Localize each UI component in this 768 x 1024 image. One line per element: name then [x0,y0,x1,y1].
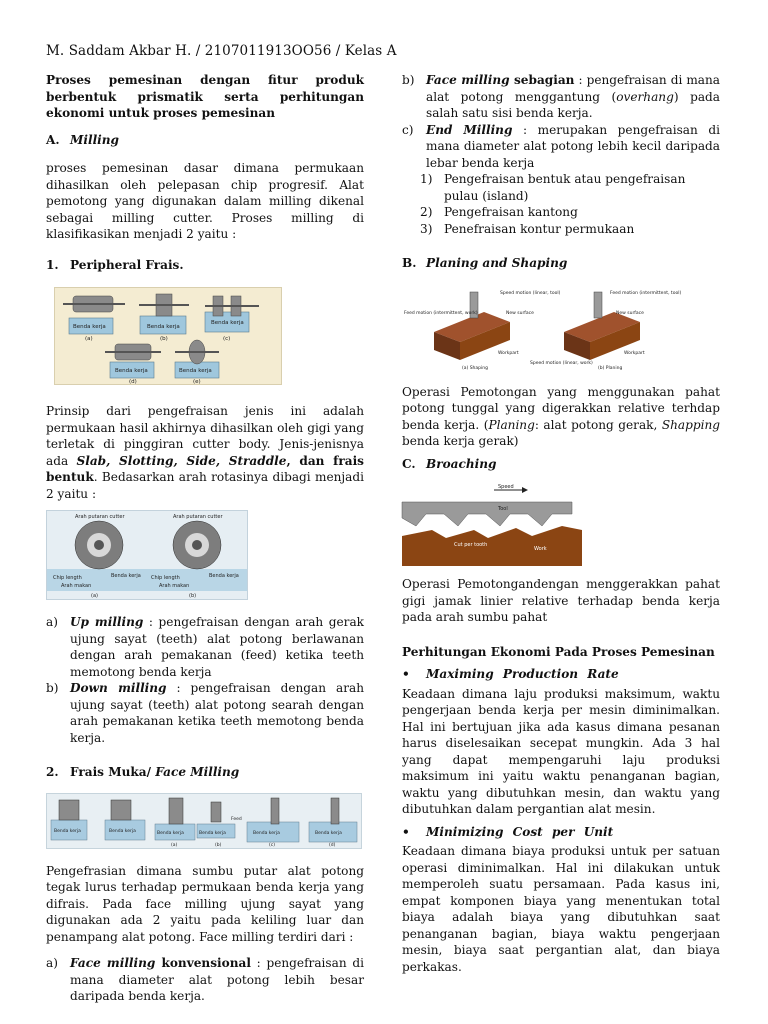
section-b-heading: B. Planing and Shaping [402,256,568,270]
end-milling-item: c) End Milling : merupakan pengefraisan di mana diameter alat potong lebih kecil daripada lebar benda kerja [402,122,720,170]
fig2-label-5: Benda kerja [209,573,239,579]
fig2-label-3: Arah makan [61,583,92,589]
fig3-caption-c: (c) [269,842,275,848]
fig1-label-4: Benda kerja [115,368,148,374]
peripheral-paragraph: Prinsip dari pengefraisan jenis ini adalah permukaan hasil akhirnya dihasilkan oleh gigi yang terletak di pinggiran cutter body. Jenis-jenisnya ada Slab, Slotting, Side, Straddle, dan frais bentuk. Bedasarkan arah rotasinya dibagi menjadi 2 yaitu : [46,404,364,501]
section-a-heading: A. Milling [46,132,120,147]
fig3-label-7: Benda kerja [315,830,342,836]
fig3-label-1: Benda kerja [54,828,81,834]
end-milling-subitem-1: 1) Pengefraisan bentuk atau pengefraisan pulau (island) [420,172,686,203]
fig1-label-3: Benda kerja [211,320,244,326]
fig2-caption-b: (b) [189,593,197,599]
milling-paragraph: proses pemesinan dasar dimana permukaan dihasilkan oleh pelepasan chip progresif. Alat pemotong yang digunakan dalam milling dikenal sebagai milling cutter. Proses milling di klasifikasikan menjadi 2 yaitu : [46,161,364,241]
fig2-label-2: Benda kerja [111,573,141,579]
fig2-label-4: Chip length [151,575,180,581]
fig4-b-label-3: Speed motion (linear, work) [530,360,593,366]
up-milling-item: a) Up milling : pengefraisan dengan arah gerak ujung sayat (teeth) alat potong berlawanan dengan arah pemakanan (feed) ketika teeth memotong benda kerja [46,615,364,679]
fig1-label-5: Benda kerja [179,368,212,374]
broaching-figure [402,484,582,566]
end-milling-subitem-2: 2) Pengefraisan kantong [420,205,578,219]
bullet-max-production: • Maximing Production Rate [402,667,619,681]
down-milling-item: b) Down milling : pengefraisan dengan arah ujung sayat (teeth) alat potong searah dengan arah pemakanan ketika teeth memotong benda kerja. [46,681,365,745]
fig5-label-speed: Speed [498,484,514,490]
fig2-caption-a: (a) [91,593,98,599]
broaching-paragraph: Operasi Pemotongandengan menggerakkan pahat gigi jamak linier relative terhadap benda kerja pada arah sumbu pahat [402,577,720,624]
fig1-caption-c: (c) [223,336,231,342]
fig5-label-tool: Tool [498,506,508,512]
fig1-caption-a: (a) [85,336,93,342]
bullet-min-cost: • Minimizing Cost per Unit [402,824,614,839]
fig4-a-label-3: New surface [506,310,534,316]
fig1-caption-d: (d) [129,379,137,385]
document-title: Proses pemesinan dengan fitur produk berbentuk prismatik serta perhitungan ekonomi untuk proses pemesinan [46,73,364,120]
peripheral-heading: 1. Peripheral Frais. [46,257,184,272]
economics-heading: Perhitungan Ekonomi Pada Proses Pemesinan [402,644,715,659]
face-milling-heading: 2. Frais Muka/ Face Milling [46,765,240,779]
peripheral-milling-figure [54,287,282,385]
fig3-caption-a: (a) [171,842,178,848]
fig1-label-2: Benda kerja [147,324,180,330]
face-milling-figure [46,793,362,849]
end-milling-subitem-3: 3) Penefraisan kontur permukaan [420,221,635,236]
fig2-top-label-a: Arah putaran cutter [75,514,125,520]
fig4-a-label-4: Workpart [498,350,519,356]
min-cost-paragraph: Keadaan dimana biaya produksi untuk per satuan operasi diminimalkan. Hal ini dilakukan untuk memperoleh suatu persamaan. Pada kasus ini, empat komponen biaya yang menentukan total biaya adalah biaya yang dibutuhkan saat penanganan bagian, biaya waktu pengerjaan mesin, biaya saat pergantian alat, dan biaya perkakas. [402,844,720,974]
fig4-a-label-1: Speed motion (linear, tool) [500,290,561,296]
section-c-heading: C. Broaching [402,456,497,471]
face-milling-conventional-item: a) Face milling konvensional : pengefraisan di mana diameter alat potong lebih besar daripada benda kerja. [46,956,364,1003]
fig2-label-1: Chip length [53,575,82,581]
fig3-caption-d: (d) [329,842,336,848]
fig2-label-6: Arah makan [159,583,190,589]
fig1-caption-b: (b) [160,336,168,342]
right-column [402,72,720,975]
author-header: M. Saddam Akbar H. / 2107011913OO56 / Kelas A [46,43,397,59]
fig3-label-3: Benda kerja [157,830,184,836]
fig5-label-cut: Cut per tooth [454,542,488,548]
shaping-planing-figure [402,284,682,371]
fig4-b-label-2: New surface [616,310,644,316]
face-milling-paragraph: Pengefrasian dimana sumbu putar alat potong tegak lurus terhadap permukaan benda kerja yang difrais. Pada face milling ujung sayat yang digunakan ada 2 yaitu pada keliling luar dan penampang alat potong. Face milling terdiri dari : [46,863,364,944]
fig4-a-label-2: Feed motion (intermittent, work) [404,310,478,316]
fig3-caption-b: (b) [215,842,222,848]
fig3-label-6: Benda kerja [253,830,280,836]
fig3-label-2: Benda kerja [109,828,136,834]
fig2-top-label-b: Arah putaran cutter [173,514,223,520]
max-production-paragraph: Keadaan dimana laju produksi maksimum, waktu pengerjaan benda kerja per mesin diminimalkan. Hal ini bertujuan jika ada kasus dimana pesanan harus diselesaikan secepat mungkin. Ada 3 hal yang dapat mempengaruhi laju produksi maksimum ini yaitu waktu penanganan bagian, waktu yang dibutuhkan mesin, dan waktu yang dibutuhkan dalam pergantian alat mesin. [402,686,720,816]
fig4-b-label-1: Feed motion (intermittent, tool) [610,290,682,296]
up-down-milling-figure [46,510,248,600]
face-milling-partial-item: b) Face milling sebagian : pengefraisan di mana alat potong menggantung (overhang) pada salah satu sisi benda kerja. [402,73,721,120]
left-column [46,72,364,1005]
fig3-label-4: Benda kerja [199,830,226,836]
fig4-b-label-4: Workpart [624,350,645,356]
fig3-label-5: Feed [231,816,242,822]
planing-paragraph: Operasi Pemotongan yang menggunakan pahat potong tunggal yang digerakkan relative terhdap benda kerja. (Planing: alat potong gerak, Shapping benda kerja gerak) [402,384,720,448]
fig5-label-work: Work [534,546,547,552]
fig1-caption-e: (e) [193,379,201,385]
fig1-label-1: Benda kerja [73,324,106,330]
fig4-caption-b: (b) Planing [598,365,623,371]
fig4-caption-a: (a) Shaping [462,365,488,371]
